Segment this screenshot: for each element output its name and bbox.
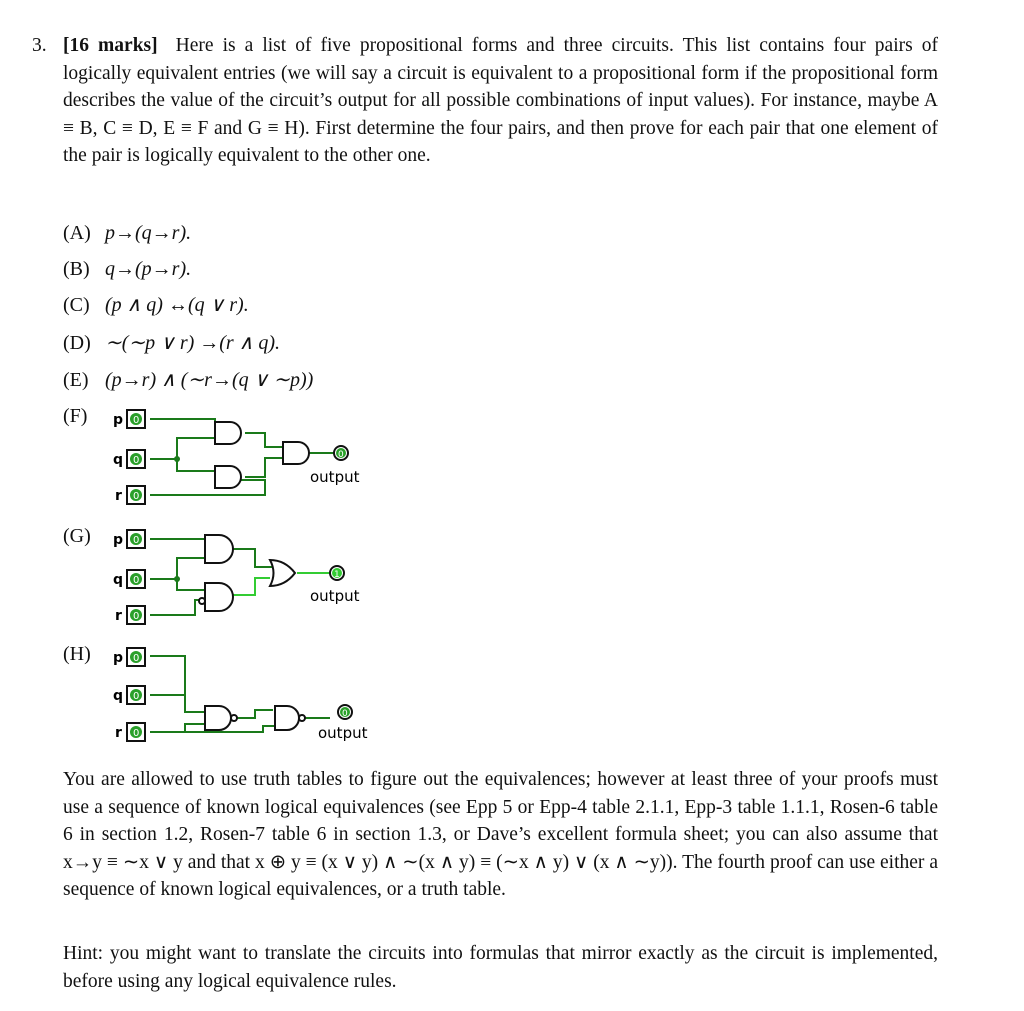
circuit-f-label: (F) bbox=[63, 405, 88, 427]
inverter-bubble bbox=[199, 598, 205, 604]
input-r[interactable] bbox=[115, 486, 145, 504]
input-q[interactable] bbox=[113, 570, 145, 588]
input-value: 0 bbox=[133, 691, 140, 702]
input-value: 0 bbox=[133, 728, 140, 739]
input-label: q bbox=[113, 688, 124, 704]
input-value: 0 bbox=[133, 611, 140, 622]
form-label: (E) bbox=[63, 369, 89, 391]
question-number: 3. bbox=[32, 35, 47, 56]
input-label: r bbox=[115, 725, 122, 741]
input-label: p bbox=[113, 650, 124, 666]
form-label: (D) bbox=[63, 332, 91, 354]
output-label: output bbox=[310, 587, 360, 605]
circuit-f bbox=[105, 400, 405, 510]
input-label: p bbox=[113, 532, 124, 548]
input-label: r bbox=[115, 488, 122, 504]
input-r[interactable] bbox=[115, 723, 145, 741]
output-pin bbox=[334, 446, 348, 460]
input-p[interactable] bbox=[113, 410, 145, 428]
input-value: 0 bbox=[133, 455, 140, 466]
instructions-paragraph: You are allowed to use truth tables to figure out the equivalences; however at least three of your proofs must use a sequence of known logical equivalences (see Epp 5 or Epp-4 table 2.1.1, Epp-3 table 1.1.1, Rosen-6 table 6 in section 1.2, Rosen-7 table 6 in section 1.3, or Dave’s excellent formula sheet; you can also assume that x→y ≡ ∼x ∨ y and that x ⊕ y ≡ (x ∨ y) ∧ ∼(x ∧ y) ≡ (∼x ∧ y) ∨ (x ∧ ∼y)). The fourth proof can use either a sequence of known logical equivalences, or a truth table. bbox=[63, 769, 938, 900]
form-formula: (p→r) ∧ (∼r→(q ∨ ∼p)) bbox=[105, 369, 314, 391]
question-intro bbox=[63, 32, 938, 170]
output-value: 1 bbox=[334, 570, 340, 580]
and-gate bbox=[283, 442, 309, 464]
output-pin bbox=[330, 566, 344, 580]
output-value: 0 bbox=[342, 709, 348, 719]
inverter-bubble bbox=[231, 715, 237, 721]
form-formula: ∼(∼p ∨ r) →(r ∧ q). bbox=[105, 332, 280, 354]
circuit-g bbox=[105, 520, 405, 630]
circuit-h bbox=[105, 640, 405, 750]
circuit-h-label: (H) bbox=[63, 643, 91, 665]
form-label: (C) bbox=[63, 294, 90, 316]
form-b bbox=[63, 256, 191, 282]
and-gate bbox=[215, 466, 241, 488]
input-label: q bbox=[113, 572, 124, 588]
and-gate bbox=[205, 535, 233, 563]
input-label: p bbox=[113, 412, 124, 428]
form-label: (B) bbox=[63, 258, 90, 280]
or-gate bbox=[270, 560, 295, 586]
output-label: output bbox=[318, 724, 368, 742]
form-formula: (p ∧ q) ↔(q ∨ r). bbox=[105, 294, 249, 316]
and-gate bbox=[205, 706, 231, 730]
and-gate bbox=[205, 583, 233, 611]
input-label: q bbox=[113, 452, 124, 468]
output-pin bbox=[338, 705, 352, 719]
input-p[interactable] bbox=[113, 648, 145, 666]
and-gate bbox=[215, 422, 241, 444]
output-value: 0 bbox=[338, 450, 344, 460]
question-marks: [16 marks] bbox=[63, 35, 158, 56]
form-d bbox=[63, 330, 280, 356]
input-value: 0 bbox=[133, 415, 140, 426]
question-intro-text: Here is a list of five propositional forms and three circuits. This list contains four pairs of logically equivalent entries (we will say a circuit is equivalent to a propositional form if the propositional form describes the value of the circuit’s output for all possible combinations of input values). For instance, maybe A ≡ B, C ≡ D, E ≡ F and G ≡ H). First determine the four pairs, and then prove for each pair that one element of the pair is logically equivalent to the other one. bbox=[63, 35, 938, 166]
input-value: 0 bbox=[133, 491, 140, 502]
hint-paragraph: Hint: you might want to translate the circuits into formulas that mirror exactly as the circuit is implemented, before using any logical equivalence rules. bbox=[63, 943, 938, 992]
input-p[interactable] bbox=[113, 530, 145, 548]
input-label: r bbox=[115, 608, 122, 624]
form-e bbox=[63, 367, 313, 393]
form-a bbox=[63, 220, 191, 246]
input-q[interactable] bbox=[113, 686, 145, 704]
and-gate bbox=[275, 706, 299, 730]
output-label: output bbox=[310, 468, 360, 486]
form-formula: q→(p→r). bbox=[105, 258, 192, 280]
inverter-bubble bbox=[299, 715, 305, 721]
form-label: (A) bbox=[63, 222, 91, 244]
circuit-g-label: (G) bbox=[63, 525, 91, 547]
input-value: 0 bbox=[133, 653, 140, 664]
input-q[interactable] bbox=[113, 450, 145, 468]
input-r[interactable] bbox=[115, 606, 145, 624]
form-c bbox=[63, 292, 249, 318]
input-value: 0 bbox=[133, 535, 140, 546]
form-formula: p→(q→r). bbox=[105, 222, 192, 244]
input-value: 0 bbox=[133, 575, 140, 586]
